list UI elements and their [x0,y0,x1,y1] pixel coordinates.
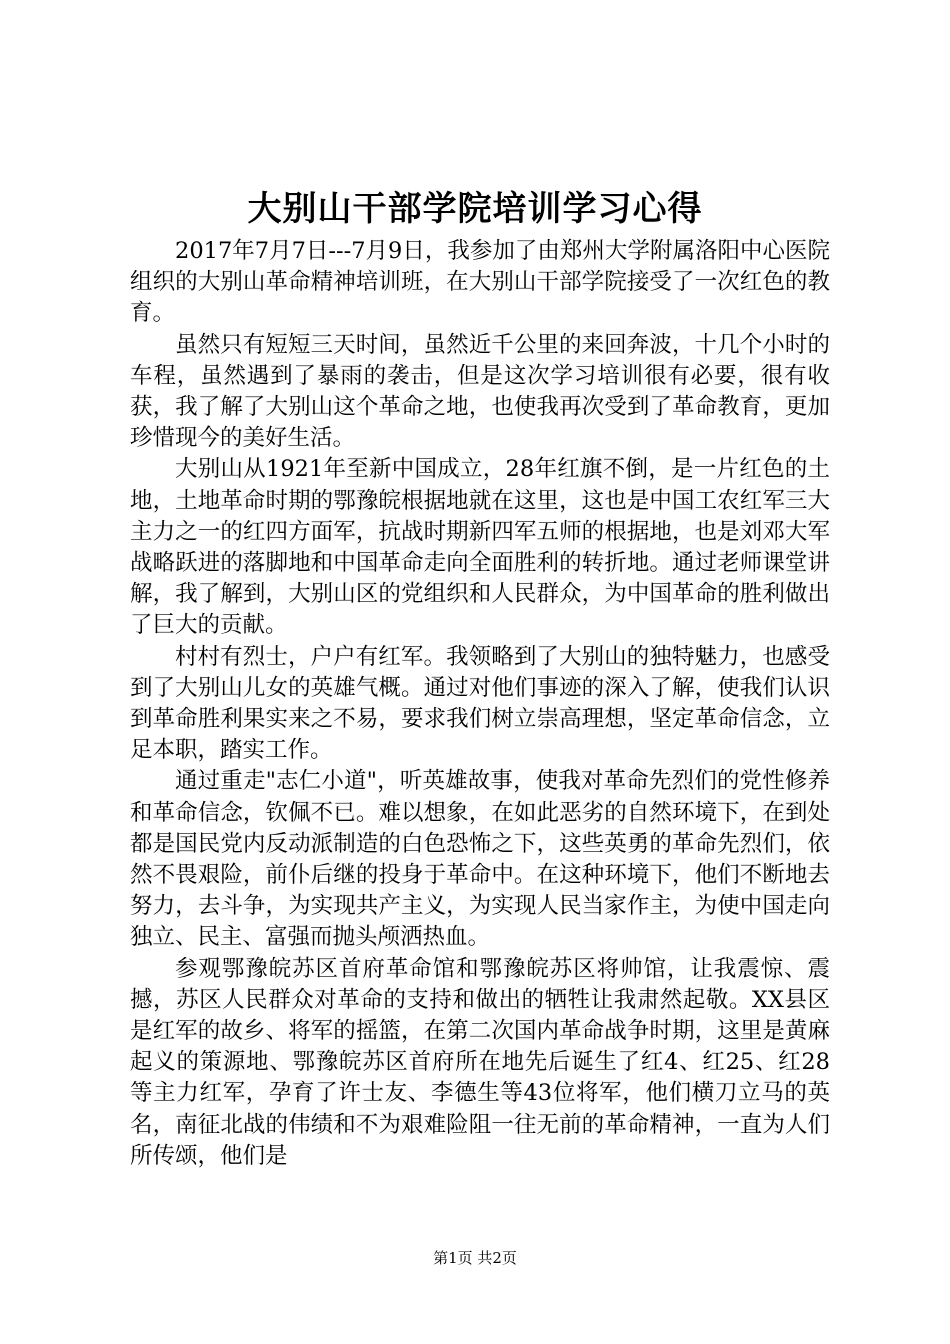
page-number-footer: 第1页 共2页 [433,1249,517,1267]
document-title: 大别山干部学院培训学习心得 [247,189,703,229]
paragraph-5: 通过重走"志仁小道"，听英雄故事，使我对革命先烈们的党性修养和革命信念，钦佩不已。难以想象，在如此恶劣的自然环境下，在到处都是国民党内反动派制造的白色恐怖之下，这些英勇的革命先烈们，依然不畏艰险，前仆后继的投身于革命中。在这种环境下，他们不断地去努力，去斗争，为实现共产主义，为实现人民当家作主，为使中国走向独立、民主、富强而抛头颅洒热血。 [130,768,830,951]
paragraph-1: 2017年7月7日---7月9日，我参加了由郑州大学附属洛阳中心医院组织的大别山革命精神培训班，在大别山干部学院接受了一次红色的教育。 [130,238,830,327]
paragraph-6: 参观鄂豫皖苏区首府革命馆和鄂豫皖苏区将帅馆，让我震惊、震撼，苏区人民群众对革命的支持和做出的牺牲让我肃然起敬。XX县区是红军的故乡、将军的摇篮，在第二次国内革命战争时期，这里是黄麻起义的策源地、鄂豫皖苏区首府所在地先后诞生了红4、红25、红28等主力红军，孕育了许士友、李德生等43位将军，他们横刀立马的英名，南征北战的伟绩和不为艰难险阻一往无前的革命精神，一直为人们所传颂，他们是 [130,955,830,1169]
paragraph-2: 虽然只有短短三天时间，虽然近千公里的来回奔波，十几个小时的车程，虽然遇到了暴雨的袭击，但是这次学习培训很有必要，很有收获，我了解了大别山这个革命之地，也使我再次受到了革命教育，更加珍惜现今的美好生活。 [130,331,830,452]
document-body [130,236,830,1172]
paragraph-4: 村村有烈士，户户有红军。我领略到了大别山的独特魅力，也感受到了大别山儿女的英雄气概。通过对他们事迹的深入了解，使我们认识到革命胜利果实来之不易，要求我们树立崇高理想，坚定革命信念，立足本职，踏实工作。 [130,643,830,764]
paragraph-3: 大别山从1921年至新中国成立，28年红旗不倒，是一片红色的土地，土地革命时期的鄂豫皖根据地就在这里，这也是中国工农红军三大主力之一的红四方面军，抗战时期新四军五师的根据地，也是刘邓大军战略跃进的落脚地和中国革命走向全面胜利的转折地。通过老师课堂讲解，我了解到，大别山区的党组织和人民群众，为中国革命的胜利做出了巨大的贡献。 [130,456,830,639]
